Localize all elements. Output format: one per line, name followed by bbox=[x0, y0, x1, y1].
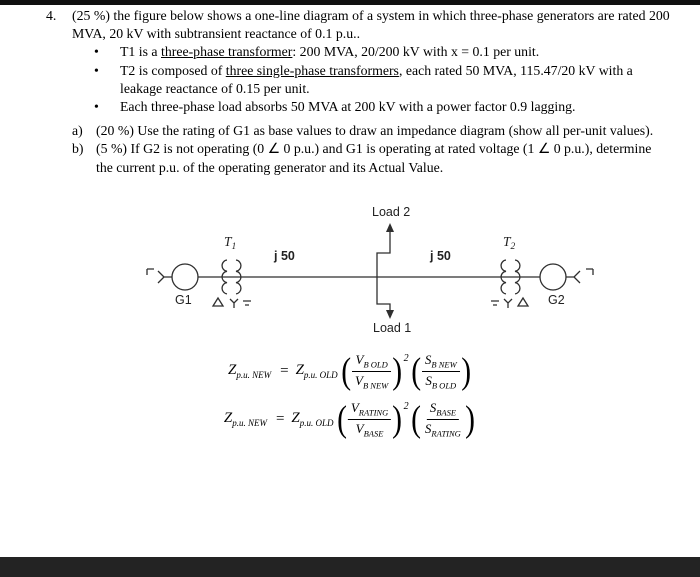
top-edge-bar bbox=[0, 0, 700, 5]
bullet-text-pre: T1 is a bbox=[120, 44, 161, 60]
fraction-denominator bbox=[352, 372, 391, 391]
list-item bbox=[46, 98, 688, 116]
load1-tap-line bbox=[377, 277, 390, 312]
denominator-symbol: V bbox=[355, 372, 363, 388]
list-item bbox=[46, 62, 688, 98]
t1-ground-icon bbox=[243, 301, 251, 305]
close-paren: ) bbox=[460, 350, 471, 392]
part-label: a) bbox=[72, 123, 83, 139]
impedance-label-left: j 50 bbox=[274, 249, 295, 263]
bullet-text-post: , each rated 50 MVA, 115.47/20 kV with a leakage reactance of 0.15 per unit. bbox=[120, 62, 633, 96]
open-paren: ( bbox=[336, 398, 347, 440]
t1-label bbox=[224, 234, 236, 252]
numerator-subscript: B OLD bbox=[363, 359, 388, 370]
bottom-edge-bar bbox=[0, 557, 700, 577]
bullet-marker: • bbox=[94, 62, 99, 78]
fraction-denominator bbox=[422, 420, 464, 439]
load1-arrow-icon bbox=[386, 310, 394, 319]
denominator-subscript: B NEW bbox=[362, 380, 389, 391]
bullet-marker: • bbox=[94, 99, 99, 115]
load2-tap-line bbox=[377, 230, 390, 277]
voltage-ratio-fraction bbox=[348, 400, 391, 438]
denominator-subscript: B OLD bbox=[431, 380, 457, 391]
bullet-text bbox=[120, 62, 660, 98]
lhs-subscript: p.u. NEW bbox=[236, 370, 272, 381]
t2-label-sub: 2 bbox=[510, 242, 516, 252]
power-ratio-fraction bbox=[422, 352, 460, 390]
t2-delta-icon bbox=[518, 298, 528, 306]
denominator-symbol: S bbox=[425, 372, 432, 388]
bullet-text bbox=[120, 43, 660, 61]
problem-text: (25 %) the figure below shows a one-line diagram of a system in which three-phase generators are rated 200 MVA, 20 kV with subtransient reactance of 0.1 p.u.. bbox=[72, 8, 670, 42]
question-part-a bbox=[72, 122, 688, 140]
t2-wye-icon bbox=[504, 299, 512, 308]
list-item bbox=[46, 43, 688, 61]
close-paren: ) bbox=[465, 398, 475, 440]
numerator-symbol: S bbox=[429, 400, 437, 415]
t1-label-base: T bbox=[224, 234, 232, 249]
formula-lhs bbox=[224, 410, 267, 428]
open-paren: ( bbox=[410, 398, 421, 440]
equals-sign: = bbox=[280, 362, 289, 379]
lhs-symbol: Z bbox=[223, 410, 233, 427]
rhs-symbol: Z bbox=[295, 362, 304, 379]
open-paren: ( bbox=[410, 350, 421, 392]
part-text: (20 %) Use the rating of G1 as base values to draw an impedance diagram (show all per-unit values). bbox=[96, 123, 654, 139]
load1-label: Load 1 bbox=[373, 321, 412, 335]
bullet-text bbox=[120, 98, 660, 116]
denominator-subscript: RATING bbox=[431, 428, 461, 439]
fraction-numerator bbox=[348, 400, 391, 420]
spec-bullet-list bbox=[46, 43, 688, 116]
g1-label: G1 bbox=[175, 293, 192, 307]
fraction-numerator bbox=[427, 400, 459, 420]
rhs-subscript: p.u. OLD bbox=[303, 370, 338, 381]
bullet-text-underlined: three-phase transformer bbox=[161, 44, 293, 60]
fraction-numerator bbox=[352, 352, 390, 372]
g1-wye-icon bbox=[158, 271, 172, 283]
numerator-subscript: BASE bbox=[436, 407, 457, 418]
lhs-subscript: p.u. NEW bbox=[232, 418, 267, 429]
g2-wye-icon bbox=[566, 271, 580, 283]
g1-ground-icon bbox=[147, 269, 154, 275]
denominator-symbol: S bbox=[424, 420, 432, 436]
generator-g2-symbol bbox=[540, 264, 566, 290]
denominator-subscript: BASE bbox=[363, 428, 384, 439]
g2-ground-icon bbox=[586, 269, 593, 275]
load2-label: Load 2 bbox=[372, 205, 411, 219]
impedance-label-right: j 50 bbox=[430, 249, 451, 263]
g2-label: G2 bbox=[548, 293, 565, 307]
t2-label bbox=[503, 234, 516, 252]
bullet-text-post: Each three-phase load absorbs 50 MVA at 200 kV with a power factor 0.9 lagging. bbox=[120, 99, 576, 115]
rhs-subscript: p.u. OLD bbox=[299, 418, 334, 429]
bullet-marker: • bbox=[94, 44, 99, 60]
denominator-symbol: V bbox=[355, 420, 364, 436]
equals-sign: = bbox=[275, 410, 285, 427]
rhs-symbol: Z bbox=[291, 410, 300, 427]
t1-label-sub: 1 bbox=[231, 242, 237, 252]
t1-delta-icon bbox=[213, 298, 223, 306]
per-unit-conversion-formula-base bbox=[228, 352, 472, 390]
bullet-text-underlined: three single-phase transformers bbox=[225, 62, 399, 78]
t1-connection-icons bbox=[213, 298, 251, 308]
lhs-symbol: Z bbox=[228, 362, 237, 379]
g1-connection-icons bbox=[147, 269, 172, 283]
numerator-symbol: V bbox=[355, 352, 364, 367]
numerator-symbol: S bbox=[424, 352, 432, 367]
per-unit-conversion-formula-rating bbox=[224, 400, 476, 438]
problem-number: 4. bbox=[46, 8, 57, 23]
bullet-text-post: : 200 MVA, 20/200 kV with x = 0.1 per unit. bbox=[292, 44, 540, 60]
exponent: 2 bbox=[403, 353, 409, 364]
part-label: b) bbox=[72, 141, 84, 157]
formula-rhs bbox=[296, 362, 338, 380]
g2-connection-icons bbox=[566, 269, 593, 283]
question-part-b bbox=[72, 140, 688, 176]
t2-label-base: T bbox=[503, 234, 511, 249]
numerator-symbol: V bbox=[350, 400, 359, 415]
problem-statement bbox=[46, 7, 688, 177]
problem-header bbox=[46, 7, 688, 43]
close-paren: ) bbox=[392, 350, 403, 392]
one-line-diagram-svg bbox=[0, 200, 700, 350]
question-parts bbox=[46, 122, 688, 177]
fraction-denominator bbox=[422, 372, 459, 391]
part-text: (5 %) If G2 is not operating (0 ∠ 0 p.u.) and G1 is operating at rated voltage (1 ∠ 0 p.u.), determine the current p.u. of the operating generator and its Actual Value. bbox=[96, 141, 652, 175]
formula-lhs bbox=[228, 362, 271, 380]
t1-wye-icon bbox=[230, 299, 238, 308]
voltage-ratio-fraction bbox=[352, 352, 391, 390]
numerator-subscript: B NEW bbox=[431, 359, 457, 370]
diagram-lines bbox=[147, 223, 593, 319]
one-line-diagram bbox=[0, 200, 700, 355]
t2-ground-icon bbox=[491, 301, 499, 305]
fraction-denominator bbox=[353, 420, 387, 439]
exponent: 2 bbox=[403, 401, 409, 412]
load2-arrow-icon bbox=[386, 223, 394, 232]
close-paren: ) bbox=[392, 398, 403, 440]
power-ratio-fraction bbox=[422, 400, 464, 438]
numerator-subscript: RATING bbox=[358, 407, 389, 418]
open-paren: ( bbox=[340, 350, 351, 392]
bullet-text-pre: T2 is composed of bbox=[120, 62, 226, 78]
t2-connection-icons bbox=[491, 298, 528, 308]
formula-rhs bbox=[291, 410, 333, 428]
generator-g1-symbol bbox=[172, 264, 198, 290]
fraction-numerator bbox=[422, 352, 460, 372]
